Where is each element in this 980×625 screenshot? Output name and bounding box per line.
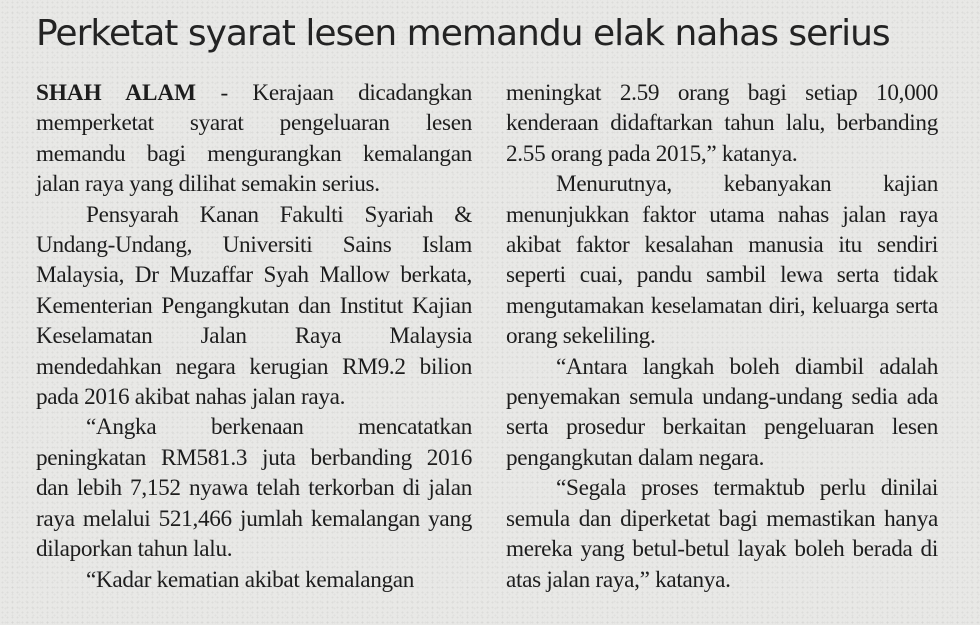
article-column-left	[36, 78, 472, 595]
article-paragraph: “Angka berkenaan mencatatkan peningkatan RM581.3 juta berbanding 2016 dan lebih 7,152 nyawa telah terkorban di jalan raya melalui 521,466 jumlah kemalangan yang dilaporkan tahun lalu.	[36, 414, 472, 563]
article-paragraph: Pensyarah Kanan Fakulti Syariah & Undang-Undang, Universiti Sains Islam Malaysia, Dr Muzaffar Syah Mallow berkata, Kementerian Pengangkutan dan Institut Kajian Keselamatan Jalan Raya Malaysia mendedahkan negara kerugian RM9.2 bilion pada 2016 akibat nahas jalan raya.	[36, 201, 472, 411]
headline: Perketat syarat lesen memandu elak nahas serius	[36, 13, 890, 54]
dateline: SHAH ALAM	[36, 80, 197, 106]
article-paragraph: “Segala proses termaktub perlu dinilai semula dan diperketat bagi memastikan hanya mereka yang betul-betul layak boleh berada di atas jalan raya,” katanya.	[506, 475, 938, 593]
article-paragraph: “Antara langkah boleh diambil adalah penyemakan semula undang-undang sedia ada serta prosedur berkaitan pengeluaran lesen pengangkutan dalam negara.	[506, 353, 938, 471]
article-paragraph	[36, 78, 472, 200]
article-paragraph: “Kadar kematian akibat kemalangan	[86, 566, 415, 593]
article-paragraph: Menurutnya, kebanyakan kajian menunjukkan faktor utama nahas jalan raya akibat faktor kesalahan manusia itu sendiri seperti cuai, pandu sambil lewa serta tidak mengutamakan keselamatan diri, keluarga serta orang sekeliling.	[506, 171, 938, 350]
article-column-right	[506, 78, 938, 595]
paragraph-text: - Kerajaan dicadangkan memperketat syarat pengeluaran lesen memandu bagi mengurangkan kemalangan jalan raya yang dilihat semakin serius.	[36, 80, 472, 198]
article-paragraph: meningkat 2.59 orang bagi setiap 10,000 kenderaan didaftarkan tahun lalu, berbanding 2.55 orang pada 2015,” katanya.	[506, 80, 938, 167]
